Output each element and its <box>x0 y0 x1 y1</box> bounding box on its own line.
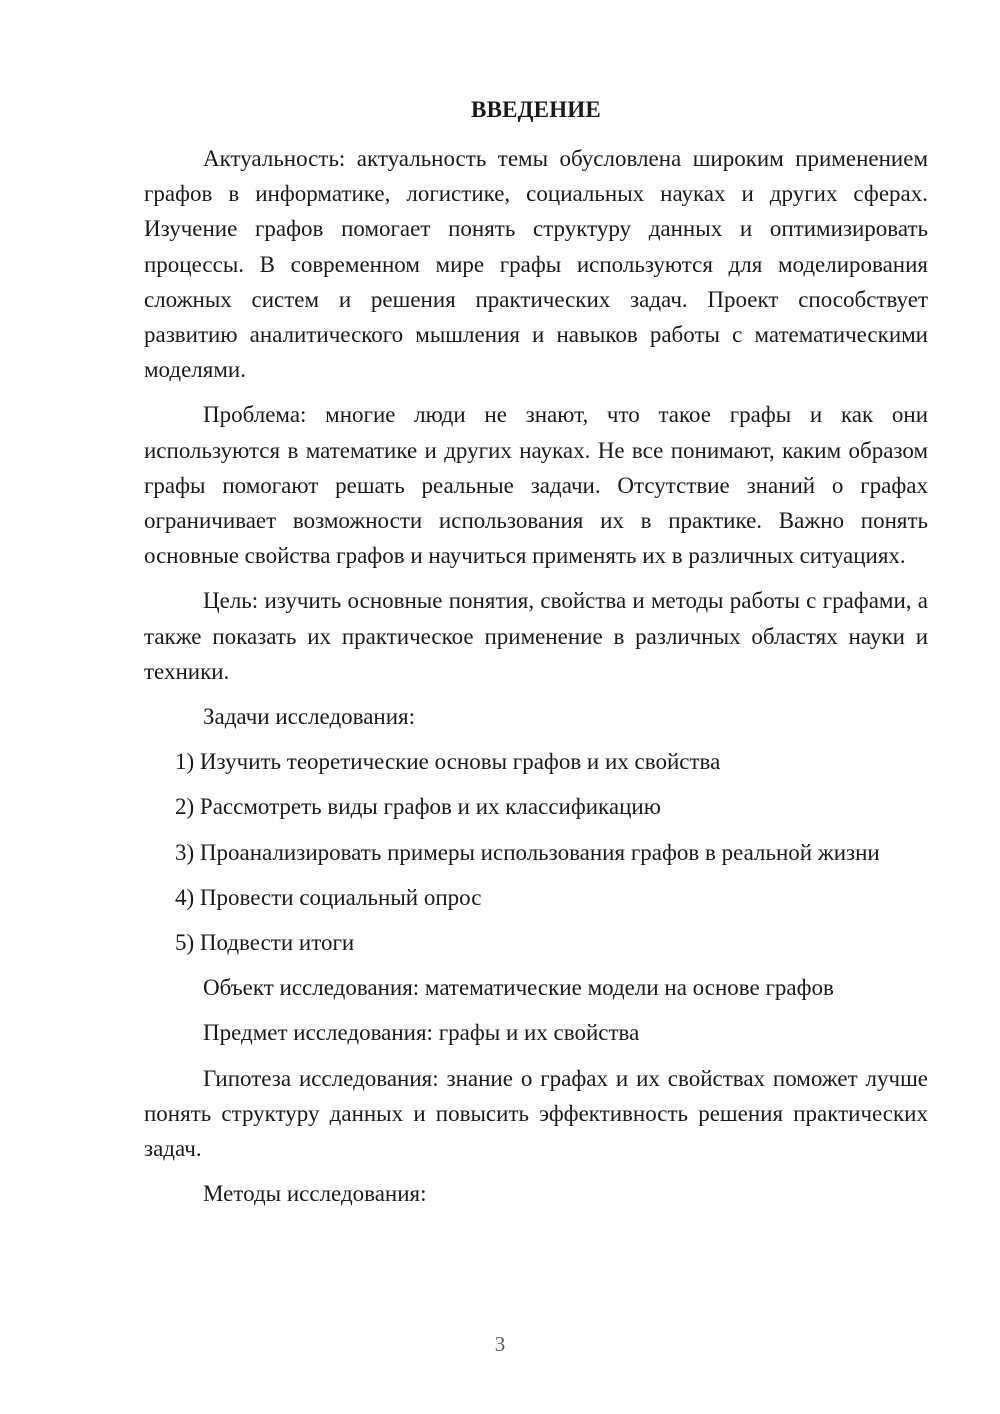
paragraph-relevance: Актуальность: актуальность темы обусловлена широким применением графов в информатике, логистике, социальных науках и других сферах. Изучение графов помогает понять структуру данных и оптимизировать процессы. В современном мире графы используются для моделирования сложных систем и решения практических задач. Проект способствует развитию аналитического мышления и навыков работы с математическими моделями. <box>144 146 928 383</box>
list-item: 4) Провести социальный опрос <box>175 884 482 910</box>
list-item: 1) Изучить теоретические основы графов и их свойства <box>175 749 721 775</box>
paragraph-methods: Методы исследования: <box>203 1181 427 1207</box>
paragraph-hypothesis: Гипотеза исследования: знание о графах и их свойствах поможет лучше понять структуру данных и повысить эффективность решения практических задач. <box>144 1065 928 1162</box>
tasks-list <box>144 744 928 960</box>
page-title: ВВЕДЕНИЕ <box>471 97 601 122</box>
paragraph-subject: Предмет исследования: графы и их свойства <box>203 1020 640 1046</box>
paragraph-goal: Цель: изучить основные понятия, свойства и методы работы с графами, а также показать их практическое применение в различных областях науки и техники. <box>144 588 928 684</box>
tasks-heading: Задачи исследования: <box>203 704 416 730</box>
page-number: 3 <box>494 1332 506 1356</box>
paragraph-object: Объект исследования: математические модели на основе графов <box>203 975 834 1001</box>
paragraph-problem: Проблема: многие люди не знают, что такое графы и как они используются в математике и других науках. Не все понимают, каким образом графы помогают решать реальные задачи. Отсутствие знаний о графах ограничивает возможности использования их в практике. Важно понять основные свойства графов и научиться применять их в различных ситуациях. <box>144 402 928 569</box>
list-item: 3) Проанализировать примеры использования графов в реальной жизни <box>175 839 880 865</box>
list-item: 5) Подвести итоги <box>175 930 355 956</box>
document-page <box>144 92 928 1221</box>
list-item: 2) Рассмотреть виды графов и их классификацию <box>175 794 661 820</box>
